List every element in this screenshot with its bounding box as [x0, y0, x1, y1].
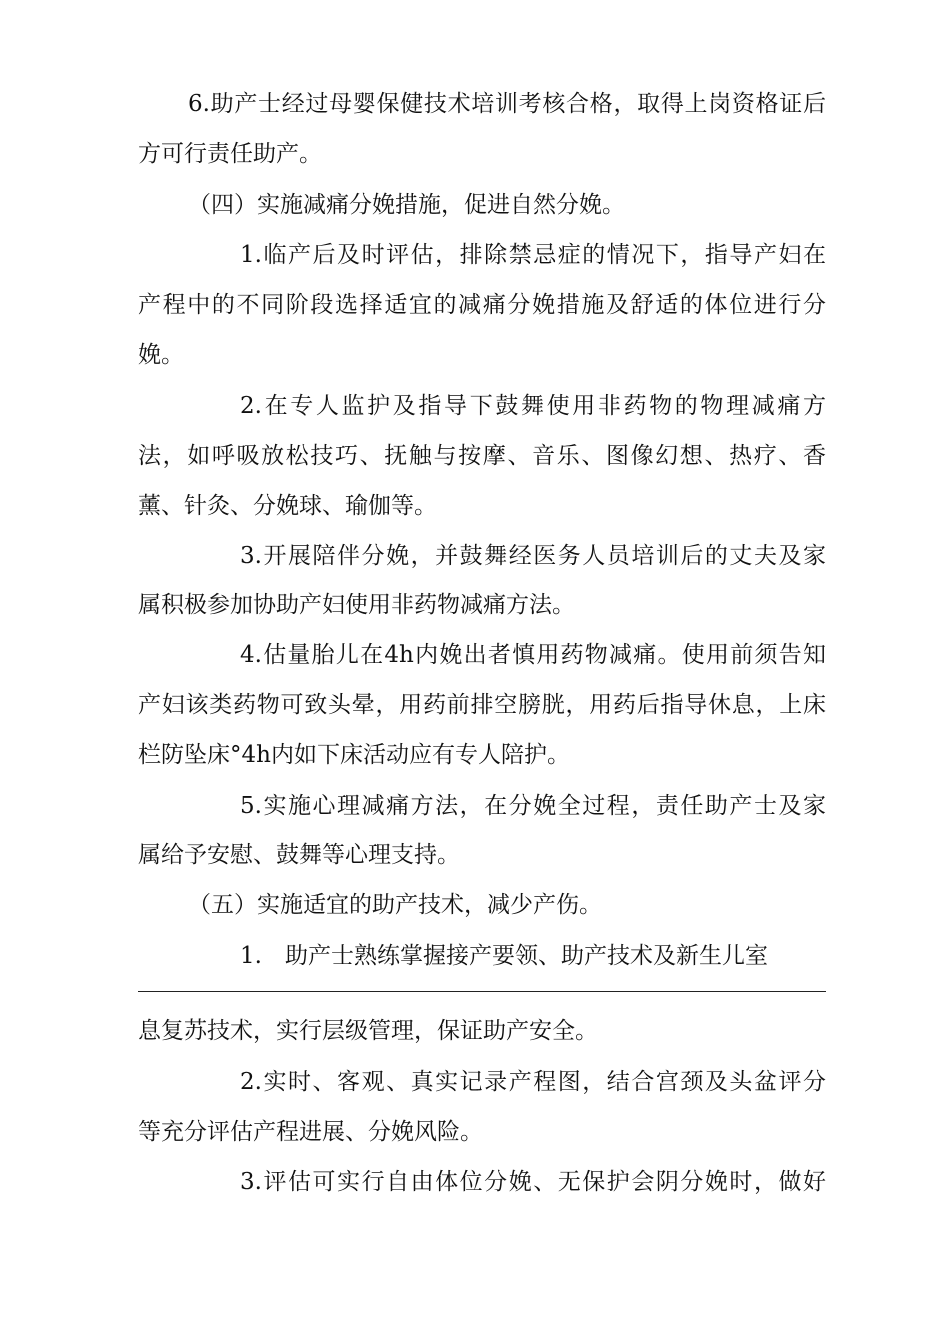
item-4-line-3: 栏防坠床°4h内如下床活动应有专人陪护。 — [138, 742, 570, 768]
section-4-heading: （四）实施减痛分娩措施，促进自然分娩。 — [188, 192, 625, 218]
paragraph-6-line-1: 6.助产士经过母婴保健技术培训考核合格，取得上岗资格证后 — [188, 91, 826, 117]
item-4-line-2: 产妇该类药物可致头晕，用药前排空膀胱，用药后指导休息，上床 — [138, 692, 826, 718]
section-5-heading: （五）实施适宜的助产技术，减少产伤。 — [188, 892, 602, 918]
section-5-item-2-line-1: 2.实时、客观、真实记录产程图，结合宫颈及头盆评分 — [240, 1069, 826, 1095]
item-2-line-2: 法，如呼吸放松技巧、抚触与按摩、音乐、图像幻想、热疗、香 — [138, 443, 826, 469]
item-2-line-3: 薰、针灸、分娩球、瑜伽等。 — [138, 493, 437, 519]
section-5-item-1-line-1: 1. 助产士熟练掌握接产要领、助产技术及新生儿室 — [240, 943, 768, 969]
item-5-line-2: 属给予安慰、鼓舞等心理支持。 — [138, 842, 460, 868]
section-5-item-3-line-1: 3.评估可实行自由体位分娩、无保护会阴分娩时，做好 — [240, 1169, 826, 1195]
section-5-item-2-line-2: 等充分评估产程进展、分娩风险。 — [138, 1119, 483, 1145]
item-1-line-2: 产程中的不同阶段选择适宜的减痛分娩措施及舒适的体位进行分 — [138, 292, 826, 318]
item-4-line-1: 4.估量胎儿在4h内娩出者慎用药物减痛。使用前须告知 — [240, 642, 826, 668]
paragraph-6-line-2: 方可行责任助产。 — [138, 141, 322, 167]
item-1-line-3: 娩。 — [138, 342, 184, 368]
item-3-line-2: 属积极参加协助产妇使用非药物减痛方法。 — [138, 592, 575, 618]
item-1-line-1: 1.临产后及时评估，排除禁忌症的情况下，指导产妇在 — [240, 242, 826, 268]
item-3-line-1: 3.开展陪伴分娩，并鼓舞经医务人员培训后的丈夫及家 — [240, 543, 826, 569]
section-5-item-1-line-2: 息复苏技术，实行层级管理，保证助产安全。 — [138, 1018, 598, 1044]
item-2-line-1: 2.在专人监护及指导下鼓舞使用非药物的物理减痛方 — [240, 393, 826, 419]
horizontal-divider — [138, 991, 826, 992]
item-5-line-1: 5.实施心理减痛方法，在分娩全过程，责任助产士及家 — [240, 793, 826, 819]
